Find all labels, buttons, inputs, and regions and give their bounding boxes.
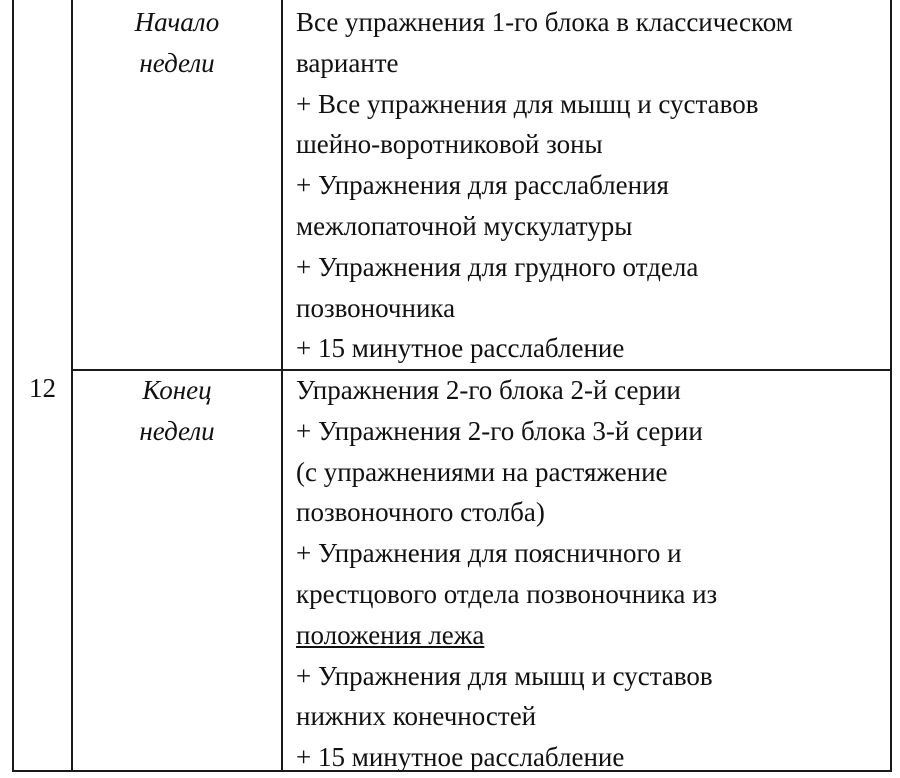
exercise-line: + Упражнения 2-го блока 3-й серии — [296, 415, 703, 446]
exercise-line: межлопаточной мускулатуры — [296, 210, 633, 241]
week-number-cell: 12 — [29, 373, 56, 403]
exercises-cell-week-end — [296, 370, 886, 778]
exercise-line: + 15 минутное расслабление — [296, 333, 625, 364]
exercise-line: варианте — [296, 47, 399, 78]
period-cell-week-start — [73, 2, 281, 84]
period-cell-week-end — [73, 370, 281, 452]
table-border-right — [890, 0, 892, 772]
period-line: недели — [139, 415, 215, 446]
column-divider-period — [281, 0, 283, 772]
period-line: Конец — [142, 375, 212, 405]
exercise-line: позвоночника — [296, 292, 456, 323]
exercise-line: шейно-воротниковой зоны — [296, 129, 603, 160]
exercise-line: крестцового отдела позвоночника из — [296, 578, 718, 609]
exercise-line: + Упражнения для грудного отдела — [296, 251, 699, 282]
exercise-line-underlined: положения лежа — [296, 619, 485, 650]
exercise-line: + Все упражнения для мышц и суставов — [296, 88, 759, 119]
period-line: Начало — [134, 7, 220, 37]
exercise-line: + 15 минутное расслабление — [296, 742, 625, 773]
exercise-line: + Упражнения для мышц и суставов — [296, 660, 713, 691]
exercise-line: Упражнения 2-го блока 2-й серии — [296, 375, 681, 405]
exercise-line: Все упражнения 1-го блока в классическом — [296, 7, 793, 37]
exercise-line: + Упражнения для расслабления — [296, 170, 669, 201]
period-line: недели — [139, 47, 215, 78]
exercise-line: + Упражнения для поясничного и — [296, 538, 682, 569]
exercise-line: нижних конечностей — [296, 701, 537, 732]
exercise-line: позвоночного столба) — [296, 497, 545, 528]
exercises-cell-week-start — [296, 2, 886, 369]
exercise-line: (с упражнениями на растяжение — [296, 456, 668, 487]
